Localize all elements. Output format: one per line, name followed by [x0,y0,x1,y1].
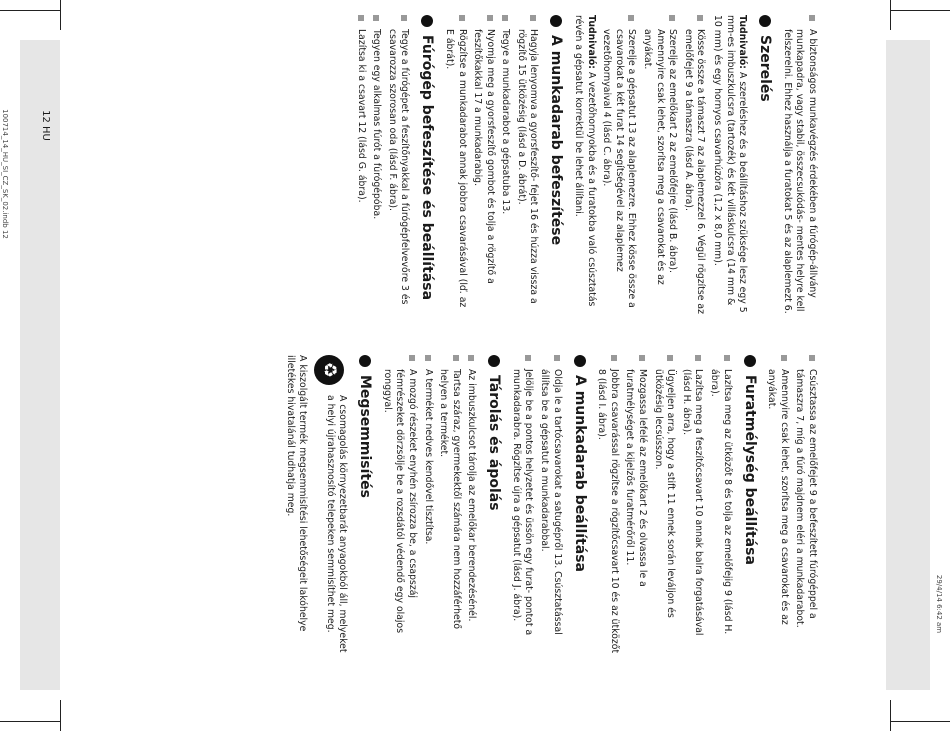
list-item: Csúsztassa az emelőfejet 9 a befeszített fúrógéppel a támaszra 7, míg a fúró majdnem eléri a munkadarabot. [793,355,818,655]
list-item: Szerelje az emelőkart 2 az emelőfejre (lásd B. ábra). Amennyire csak lehet, szorítsa meg a csavarokat és az anyákat. [640,15,678,315]
section-heading-furatmelyseg: Furatmélység beállítása [741,355,759,655]
column-right [281,355,818,655]
section-heading-munkadarab: A munkadarab befeszítése [548,15,566,315]
crop-mark [0,10,60,11]
crop-mark [890,700,891,731]
list-item: A mozgó részeket enyhén zsírozza be, a csapszáj fémrészeket dörzsölje be a rozsdától védendő egy olajos ronggyal. [380,355,418,655]
crop-mark [890,10,950,11]
side-band-right [886,40,930,690]
crop-mark [890,721,950,722]
list-item: Lazítsa meg a feszítőcsavart 10 annak balra forgatásával (lásd H. ábra). [679,355,704,655]
list-item: Tegye a fúrógépet a feszítőnyakkal a fúrógépfelvevőre 3 és csavarozza szorosan oda (lásd F. ábra). [385,15,410,315]
list-item: Kösse össze a támaszt 7 az alaplemezzel 6. Végül rögzítse az emelőfejet 9 a támaszra (lásd A. ábra). [681,15,706,315]
recycle-icon: ♻ [314,355,344,385]
crop-mark [0,721,60,722]
list-item: Jelölje be a pontos helyzetet és üssön egy furat- pontot a munkadarabra. Rögzítse újra a gépsatut (lásd J. ábra). [509,355,534,655]
list-item: Rögzítse a munkadarabot annak jobbra csavarásával (lď. az E ábrát). [442,15,467,315]
list-item: Lazítsa ki a csavart 12 (lásd G. ábra). [354,15,367,315]
list-item: Szerelje a gépsatut 13 az alaplemezre. Ehhez kösse össze a csavarokat a két furat 14 segítségével az alaplemez vezetőhornyaival 4 (lásd C. ábra). [600,15,638,315]
print-footer-right: 29/4/14 6:42 am [935,574,944,634]
crop-mark [890,0,891,30]
crop-mark [60,700,61,731]
crop-mark [60,0,61,30]
list-item: Ügyeljen arra, hogy a stift 11 ennek során leváljon és ütközésig lecsússzon. [651,355,676,655]
list-item: Hagyja lenyomva a gyorsfeszítő- fejet 16 és húzza vissza a rögzítő 15 ütközésig (lásd a D. ábrát). [514,15,539,315]
print-footer-left: 100714_14_HU_SI_CZ_SK_02.indb 12 [0,109,9,239]
list-item: Jobbra csavarással rögzítse a rögzítőcsavart 10 és az ütközőt 8 (lásd I. ábra). [595,355,620,655]
list-item: Az imbuszkulcsot tárolja az emelőkar berendezésénél. [465,355,478,655]
list-item: A biztonságos munkavégzés érdekében a fúrógép-állvány munkapadra, vagy stabil, összecsukódás- mentes helyre kell felszerelni. Ehhez használja a furatokat 5 és az alaplemezt 6. [780,15,818,315]
list-item: Amennyire csak lehet, szorítsa meg a csavarokat és az anyákat. [765,355,790,655]
list-item: Lazítsa meg az ütközőt 8 és tolja az emelőfejig 9 (lásd H. ábra). [707,355,732,655]
disposal-block: ♻ A csomagolás környezetbarát anyagokból áll, melyeket a helyi újrahasznosító telepeken semmisíthet meg. [314,355,348,655]
section-heading-szereles: Szerelés [756,15,774,315]
section-heading-munkadarab-beallitasa: A munkadarab beállítása [571,355,589,655]
section-heading-tarolas: Tárolás és ápolás [485,355,503,655]
section-heading-megsemmisites: Megsemmisítés [356,355,374,655]
list-item: A terméket nedves kendővel tisztítsa. [421,355,434,655]
note: Tudnivaló: A szereléshez és a beállításhoz szüksége lesz egy 5 mm-es imbuszkulcsra (tartozék) és két villáskulcsra (14 mm & 10 mm) és egy hornyos csavarhúzóra (1,2 x 8,0 mm). [712,15,749,313]
disposal-footer-text: A kiszolgált termék megsemmisítési lehetőségeit lakóhelye illetékes hivatalánál tudhatja meg. [284,355,309,632]
list-item: Oldja le a tartócsavarokat a satugépről 13. Csúsztatással állítsa be a gépsatut a munkadarabbal. [538,355,563,655]
list-item: Tegyen egy alkalmas fúrót a fúrógépóba. [370,15,383,315]
section-heading-furogep: Fúrógép befeszítése és beállítása [418,15,436,315]
list-item: Tegye a munkadarabot a gépsatuba 13. [499,15,512,315]
column-left [351,15,818,315]
list-item: Tartsa száraz, gyermekektől számára nem hozzáférhető helyen a terméket. [437,355,462,655]
list-item: Nyomja meg a gyorsfeszítő gombot és tolja a rögzítő a feszítőkakkal 17 a munkadarabig. [471,15,496,315]
page-number: 12 HU [39,110,51,141]
note: Tudnivaló: A vezetőhornyokba és a furatokba való csúsztatás révén a gépsatut korrektül be lehet állítani. [573,15,597,307]
list-item: Mozgassa lefelé az emelőkart 2 és olvassa le a furatmélységet a kijelzős furatmérőről 11. [623,355,648,655]
rotated-page [128,15,818,715]
